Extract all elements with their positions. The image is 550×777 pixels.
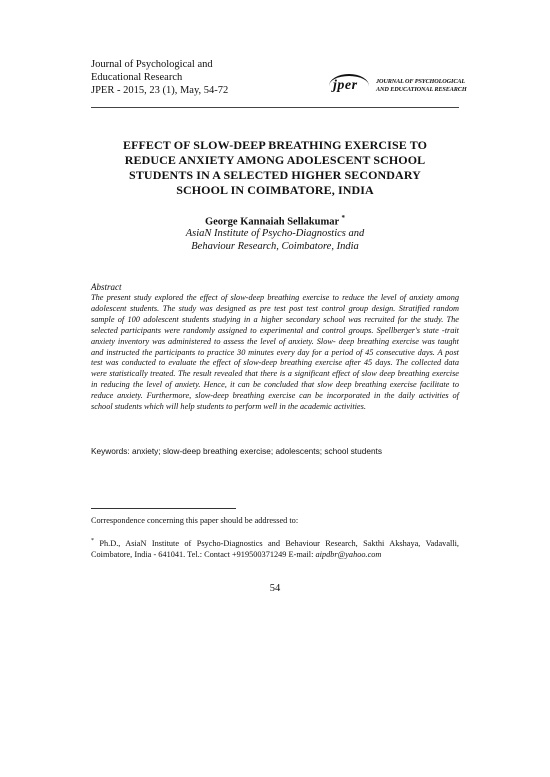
page-number: 54 bbox=[269, 583, 281, 594]
logo-text-line1: JOURNAL OF PSYCHOLOGICAL bbox=[376, 78, 466, 85]
affiliation-line1: AsiaN Institute of Psycho-Diagnostics and bbox=[185, 228, 365, 239]
correspondence-note: Correspondence concerning this paper should be addressed to: bbox=[91, 516, 299, 525]
title-line1: EFFECT OF SLOW-DEEP BREATHING EXERCISE TO bbox=[122, 138, 428, 152]
journal-name-line1: Journal of Psychological and bbox=[91, 59, 213, 70]
paper-title bbox=[100, 138, 450, 198]
logo-text bbox=[376, 78, 467, 94]
title-line2: REDUCE ANXIETY AMONG ADOLESCENT SCHOOL bbox=[124, 153, 426, 167]
author-affiliation bbox=[0, 227, 550, 253]
journal-citation: JPER - 2015, 23 (1), May, 54-72 bbox=[91, 85, 229, 96]
author-footnote-marker: * bbox=[341, 214, 346, 222]
header-rule bbox=[91, 107, 459, 108]
email-link[interactable]: aipdbr@yahoo.com bbox=[315, 550, 382, 560]
abstract-text: The present study explored the effect of slow-deep breathing exercise to reduce the level of anxiety among adolescent students. The study was designed as pre test post test control group design. Stratified random sample of 100 adolescent students studying in a higher secondary school was recruited for the study. The selected participants were randomly assigned to experimental and control groups. Spellberger's state -trait anxiety inventory was administered to assess the level of anxiety. Slow- deep breathing exercise was taught and instructed the participants to practice 30 minutes every day for a period of 45 consecutive days. A post test was conducted to evaluate the effect of slow-deep breathing exercise after 45 days. The collected data were statistically treated. The result revealed that there is a significant effect of slow deep breathing exercise in reducing the level of anxiety. Hence, it can be concluded that slow deep breathing exercise facilitate to reduce anxiety. Furthermore, slow-deep breathing exercise can be incorporated in the daily activities of school students which will help students to perform well in the academic activities. bbox=[91, 293, 459, 412]
abstract-heading: Abstract bbox=[91, 282, 122, 292]
keywords: Keywords: anxiety; slow-deep breathing exercise; adolescents; school students bbox=[91, 446, 383, 456]
footnote-rule bbox=[91, 508, 236, 509]
journal-info bbox=[91, 58, 228, 97]
logo-mark: jper bbox=[333, 78, 358, 93]
footnote-text: Ph.D., AsiaN Institute of Psycho-Diagnostics and Behaviour Research, Sakthi Akshaya, Vadavalli, Coimbatore, India - 641041. Tel.: Contact +919500371249 E-mail: bbox=[91, 538, 459, 560]
affiliation-line2: Behaviour Research, Coimbatore, India bbox=[191, 241, 359, 252]
title-line4: SCHOOL IN COIMBATORE, INDIA bbox=[176, 183, 374, 197]
logo-text-line2: AND EDUCATIONAL RESEARCH bbox=[376, 86, 467, 93]
author-name bbox=[0, 214, 550, 228]
author-name-text: George Kannaiah Sellakumar bbox=[204, 216, 339, 228]
journal-logo bbox=[333, 78, 467, 100]
footnote-marker: * bbox=[91, 538, 94, 544]
journal-name-line2: Educational Research bbox=[91, 72, 183, 83]
author-footnote bbox=[91, 536, 459, 561]
title-line3: STUDENTS IN A SELECTED HIGHER SECONDARY bbox=[129, 168, 421, 182]
